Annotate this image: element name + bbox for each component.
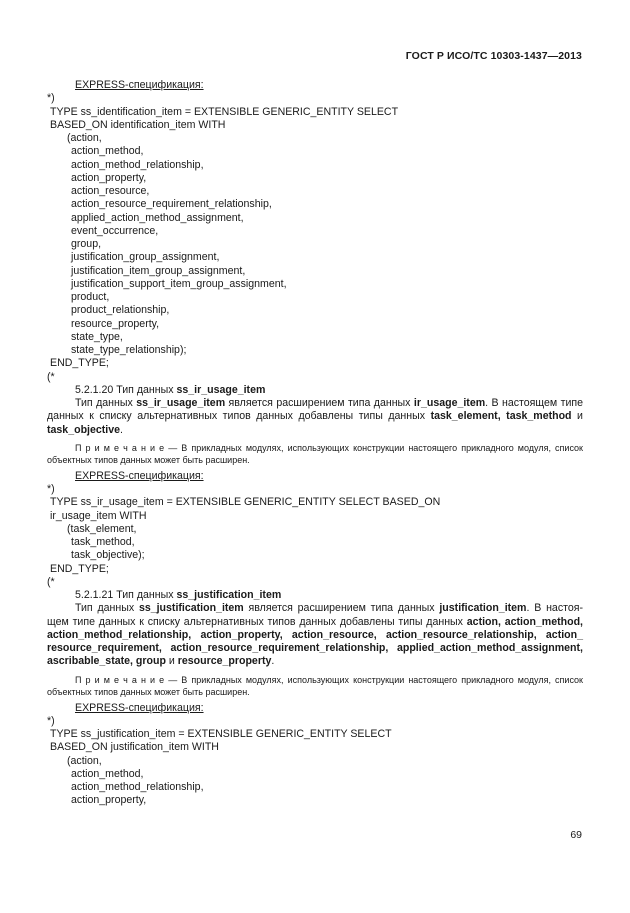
comment-close: (* bbox=[47, 575, 55, 588]
select-item: justification_group_assignment, bbox=[71, 251, 220, 264]
select-item: event_occurrence, bbox=[71, 224, 159, 237]
express-label: EXPRESS-спецификация: bbox=[75, 701, 204, 714]
page-content bbox=[47, 79, 583, 808]
based-on-line: BASED_ON justification_item WITH bbox=[50, 741, 219, 754]
select-item: action_method_relationship, bbox=[71, 158, 204, 171]
section-paragraph: Тип данных ss_ir_usage_item является расширением типа данных ir_usage_item. В настоящем типе данных к списку альтернативных типов данных добавлены типы данных task_element, task_method и task_objective. bbox=[47, 397, 583, 436]
note: П р и м е ч а н и е — В прикладных модулях, использующих конструкции настоящего прикладного модуля, список объектных типов данных может быть расширен. bbox=[47, 442, 583, 465]
select-item: product_relationship, bbox=[71, 304, 170, 317]
select-item: action_method, bbox=[71, 145, 144, 158]
select-item: product, bbox=[71, 291, 110, 303]
page-number: 69 bbox=[570, 829, 582, 841]
select-item: action_method_relationship, bbox=[71, 781, 204, 793]
express-label: EXPRESS-спецификация: bbox=[75, 79, 204, 91]
end-type: END_TYPE; bbox=[50, 357, 109, 370]
type-declaration: TYPE ss_ir_usage_item = EXTENSIBLE GENERIC_ENTITY SELECT BASED_ON bbox=[50, 496, 441, 509]
select-item: action_property, bbox=[71, 171, 147, 184]
comment-open: *) bbox=[47, 92, 55, 105]
express-label: EXPRESS-спецификация: bbox=[75, 469, 204, 482]
select-item: task_objective); bbox=[71, 549, 145, 562]
based-on-line: ir_usage_item WITH bbox=[50, 509, 147, 522]
select-item: state_type_relationship); bbox=[71, 344, 187, 356]
section-heading: 5.2.1.20 Тип данных ss_ir_usage_item bbox=[75, 383, 266, 396]
end-type: END_TYPE; bbox=[50, 562, 109, 575]
select-item: justification_support_item_group_assignment, bbox=[71, 277, 287, 290]
select-item: (task_element, bbox=[67, 522, 137, 535]
select-item: resource_property, bbox=[71, 317, 160, 330]
select-item: group, bbox=[71, 238, 102, 250]
section-paragraph: Тип данных ss_justification_item является расширением типа данных justification_item. В настоя-щем типе данных к списку альтернативных типов данных добавлены типы данных action, action_method, action_method_relationship, action_property, action_resource, action_resource_relationship, action_ resource_requirement, action_resource_requirement_relationship, applied_action_method_assignment, ascribable_state, group и resource_property. bbox=[47, 602, 584, 668]
comment-open: *) bbox=[47, 714, 55, 727]
select-item: justification_item_group_assignment, bbox=[71, 264, 246, 277]
select-item: action_resource, bbox=[71, 185, 150, 197]
section-heading: 5.2.1.21 Тип данных ss_justification_item bbox=[75, 589, 282, 601]
note: П р и м е ч а н и е — В прикладных модулях, использующих конструкции настоящего прикладного модуля, список объектных типов данных может быть расширен. bbox=[47, 674, 583, 697]
select-item: action_property, bbox=[71, 794, 147, 807]
comment-close: (* bbox=[47, 370, 55, 383]
select-item: action_resource_requirement_relationship, bbox=[71, 198, 272, 211]
select-item: (action, bbox=[67, 132, 102, 144]
page-header: ГОСТ Р ИСО/ТС 10303-1437—2013 bbox=[405, 50, 582, 62]
select-item: (action, bbox=[67, 754, 102, 767]
select-item: task_method, bbox=[71, 536, 135, 548]
comment-open: *) bbox=[47, 483, 55, 495]
type-declaration: TYPE ss_identification_item = EXTENSIBLE GENERIC_ENTITY SELECT bbox=[50, 105, 399, 118]
select-item: applied_action_method_assignment, bbox=[71, 211, 244, 224]
select-item: action_method, bbox=[71, 767, 144, 780]
select-item: state_type, bbox=[71, 330, 123, 343]
based-on-line: BASED_ON identification_item WITH bbox=[50, 118, 226, 131]
type-declaration: TYPE ss_justification_item = EXTENSIBLE GENERIC_ENTITY SELECT bbox=[50, 728, 392, 740]
